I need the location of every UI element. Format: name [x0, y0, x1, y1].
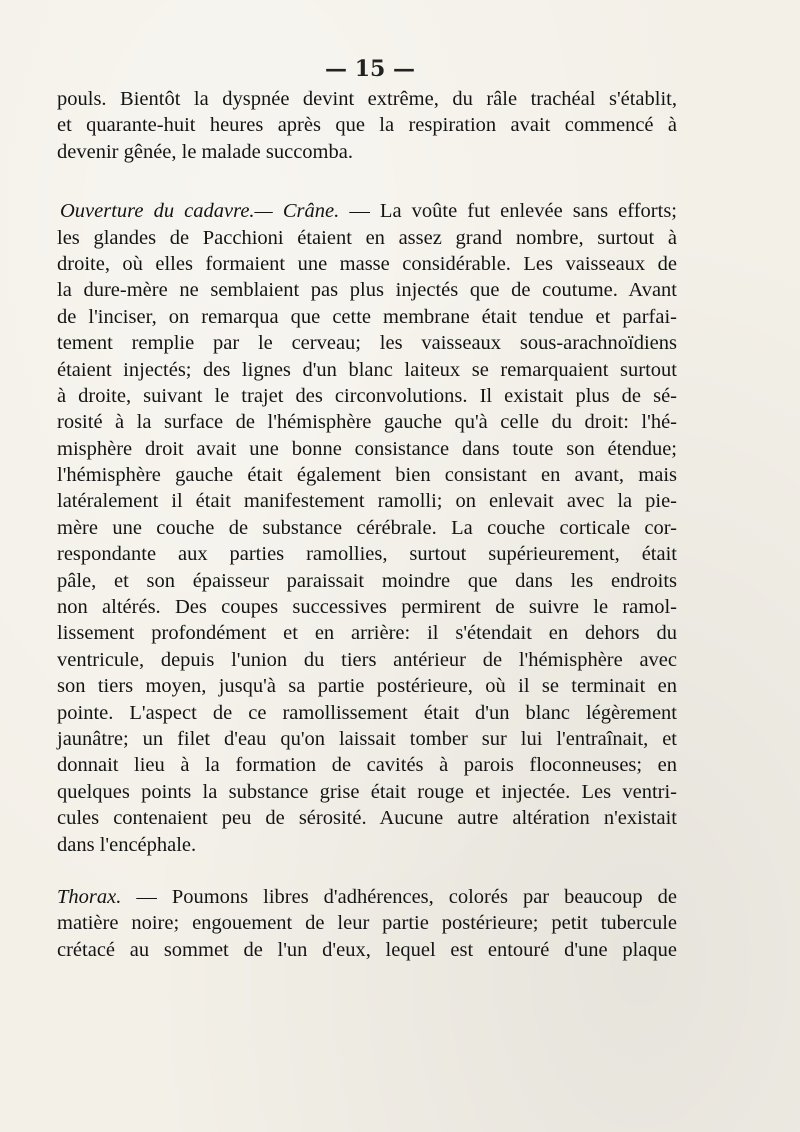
text-line: latéralement il était manifestement ramolli; on enlevait avec la pie-: [57, 490, 677, 513]
text-line: les glandes de Pacchioni étaient en assez grand nombre, surtout à: [57, 226, 677, 249]
text-line: devenir gênée, le malade succomba.: [57, 140, 353, 163]
text-line: matière noire; engouement de leur partie postérieure; petit tubercule: [57, 912, 677, 935]
text-line: et quarante-huit heures après que la respiration avait commencé à: [57, 114, 677, 137]
text-line: [57, 198, 677, 224]
text-line: non altérés. Des coupes successives permirent de suivre le ramol-: [57, 596, 677, 619]
paragraph-spacer: [57, 165, 677, 198]
body-text: [57, 86, 677, 963]
text-line: respondante aux parties ramollies, surtout supérieurement, était: [57, 543, 677, 566]
text-line: cules contenaient peu de sérosité. Aucune autre altération n'existait: [57, 807, 677, 830]
text-line: de l'inciser, on remarqua que cette membrane était tendue et parfai-: [57, 305, 677, 328]
text-line-rest: — La voûte fut enlevée sans efforts;: [339, 200, 678, 223]
text-line: mère une couche de substance cérébrale. La couche corticale cor-: [57, 516, 677, 539]
paragraph-2: [57, 198, 677, 858]
text-line: crétacé au sommet de l'un d'eux, lequel est entouré d'une plaque: [57, 938, 677, 961]
text-line: quelques points la substance grise était rouge et injectée. Les ventri-: [57, 780, 677, 803]
section-heading-cadavre: Ouverture du cadavre.— Crâne.: [60, 200, 340, 223]
section-heading-thorax: Thorax.: [57, 885, 122, 908]
paragraph-1: [57, 86, 677, 165]
text-line-rest: — Poumons libres d'adhérences, colorés par beaucoup de: [121, 885, 677, 908]
text-line: jaunâtre; un filet d'eau qu'on laissait tomber sur lui l'entraînait, et: [57, 727, 677, 750]
text-line: droite, où elles formaient une masse considérable. Les vaisseaux de: [57, 252, 677, 275]
page-number: — 15 —: [325, 56, 415, 82]
paragraph-spacer: [57, 858, 677, 884]
text-line: [57, 884, 677, 910]
text-line: pâle, et son épaisseur paraissait moindre que dans les endroits: [57, 569, 677, 592]
text-line: son tiers moyen, jusqu'à sa partie postérieure, où il se terminait en: [57, 675, 677, 698]
text-line: à droite, suivant le trajet des circonvolutions. Il existait plus de sé-: [57, 384, 677, 407]
text-line: rosité à la surface de l'hémisphère gauche qu'à celle du droit: l'hé-: [57, 411, 677, 434]
text-line: pointe. L'aspect de ce ramollissement était d'un blanc légèrement: [57, 701, 677, 724]
text-line: l'hémisphère gauche était également bien consistant en avant, mais: [57, 464, 677, 487]
text-line: pouls. Bientôt la dyspnée devint extrême, du râle trachéal s'établit,: [57, 88, 677, 110]
text-line: dans l'encéphale.: [57, 833, 197, 856]
text-line: ventricule, depuis l'union du tiers antérieur de l'hémisphère avec: [57, 648, 677, 671]
paragraph-3: [57, 884, 677, 963]
text-line: étaient injectés; des lignes d'un blanc laiteux se remarquaient surtout: [57, 358, 677, 381]
text-line: donnait lieu à la formation de cavités à parois floconneuses; en: [57, 754, 677, 777]
text-line: lissement profondément et en arrière: il s'étendait en dehors du: [57, 622, 677, 645]
text-line: tement remplie par le cerveau; les vaisseaux sous-arachnoïdiens: [57, 332, 677, 355]
text-line: misphère droit avait une bonne consistance dans toute son étendue;: [57, 437, 677, 460]
text-line: la dure-mère ne semblaient pas plus injectés que de coutume. Avant: [57, 279, 677, 302]
